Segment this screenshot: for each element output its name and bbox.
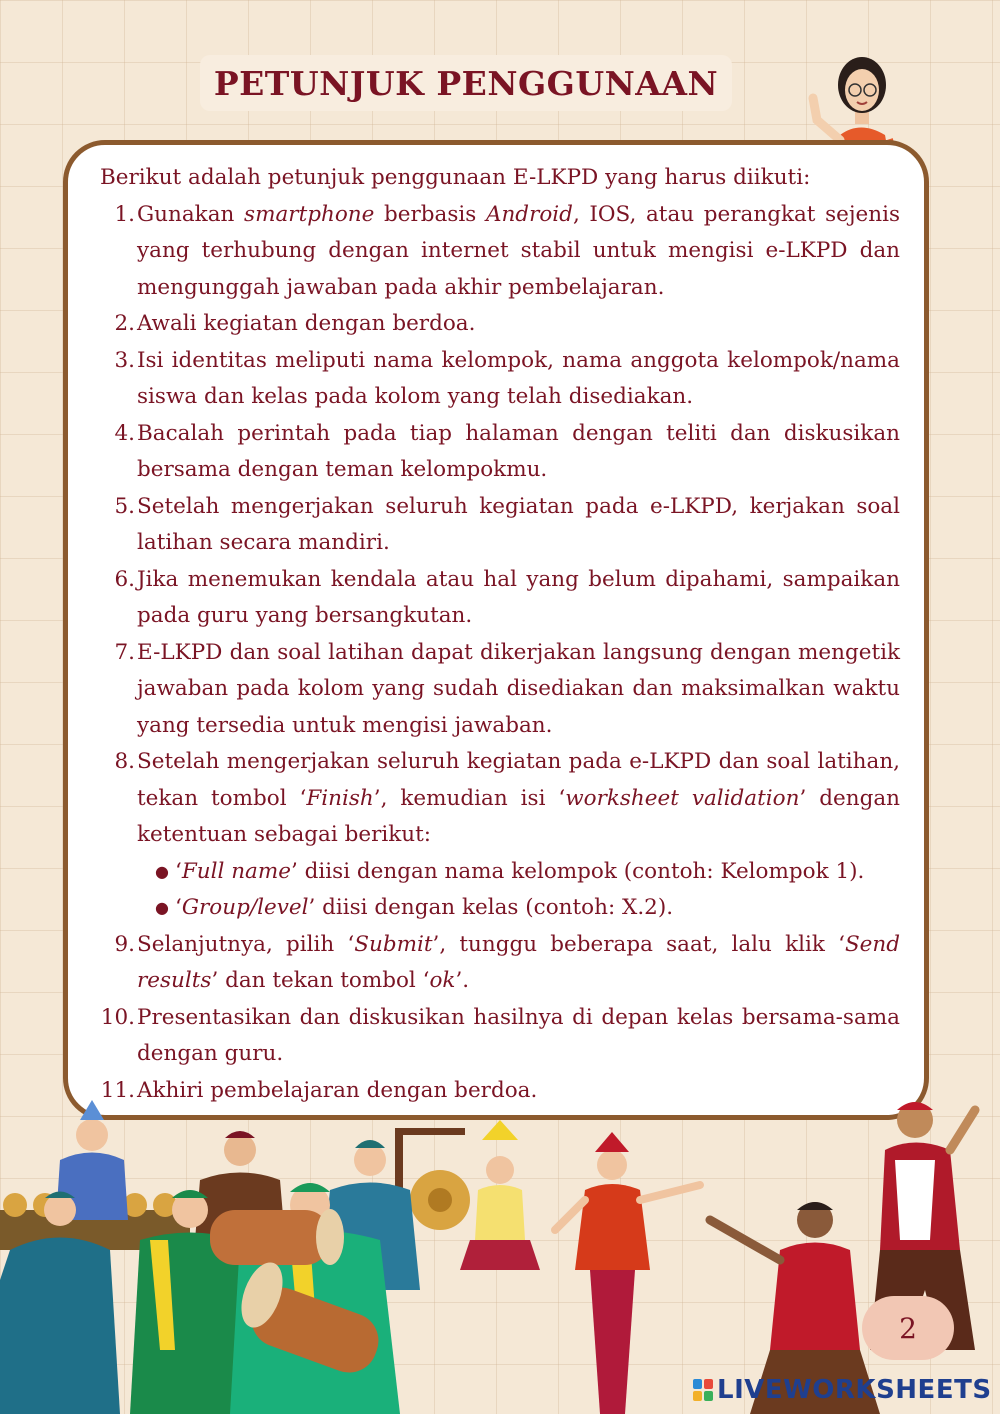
- sub-list: [137, 854, 900, 927]
- step-text: ‘: [175, 858, 182, 884]
- emphasized-text: smartphone: [244, 201, 375, 227]
- step-number: 4.: [114, 420, 135, 446]
- step-text: ’ dengan ketentuan sebagai berikut:: [137, 785, 900, 847]
- step-item: [100, 562, 900, 635]
- title-box: [200, 55, 732, 111]
- emphasized-text: Finish: [306, 785, 374, 811]
- step-text: ’ diisi dengan nama kelompok (contoh: Kelompok 1).: [290, 858, 865, 884]
- step-text: , IOS, atau perangkat sejenis yang terhubung dengan internet stabil untuk mengisi e-LKPD dan mengunggah jawaban pada akhir pembelajaran.: [137, 201, 901, 300]
- step-text: Isi identitas meliputi nama kelompok, nama anggota kelompok/nama siswa dan kelas pada kolom yang telah disediakan.: [137, 347, 900, 409]
- liveworksheets-logo-icon: [693, 1379, 713, 1401]
- page-number: 2: [899, 1311, 917, 1345]
- sub-item: [155, 890, 900, 927]
- step-item: [100, 1000, 900, 1073]
- intro-text: Berikut adalah petunjuk penggunaan E-LKPD yang harus diikuti:: [100, 165, 811, 190]
- bullet-icon: ●: [155, 898, 169, 917]
- emphasized-text: ok: [429, 968, 456, 993]
- step-item: [100, 416, 900, 489]
- step-number: 11.: [100, 1077, 135, 1103]
- emphasized-text: Full name: [181, 858, 291, 884]
- sub-item: [155, 854, 900, 891]
- step-text: Akhiri pembelajaran dengan berdoa.: [137, 1077, 538, 1103]
- step-text: Setelah mengerjakan seluruh kegiatan pada e-LKPD, kerjakan soal latihan secara mandiri.: [137, 493, 900, 555]
- step-number: 2.: [114, 311, 135, 336]
- step-number: 9.: [114, 931, 135, 957]
- step-text: ‘: [175, 895, 182, 920]
- traditional-culture-illustration: [0, 1090, 1000, 1414]
- step-text: Jika menemukan kendala atau hal yang belum dipahami, sampaikan pada guru yang bersangkutan.: [137, 566, 900, 628]
- step-text: E-LKPD dan soal latihan dapat dikerjakan langsung dengan mengetik jawaban pada kolom yang sudah disediakan dan maksimalkan waktu yang tersedia untuk mengisi jawaban.: [137, 639, 900, 738]
- page-number-badge: [862, 1296, 954, 1360]
- emphasized-text: worksheet validation: [565, 785, 800, 811]
- steps-list: [100, 197, 900, 1110]
- step-text: Gunakan: [137, 201, 245, 227]
- step-text: ’ diisi dengan kelas (contoh: X.2).: [308, 895, 674, 920]
- step-text: ’, tunggu beberapa saat, lalu klik ‘: [432, 931, 845, 957]
- step-text: ’.: [455, 968, 470, 993]
- liveworksheets-brand[interactable]: [693, 1374, 992, 1406]
- step-number: 5.: [114, 493, 135, 519]
- step-item: [100, 744, 900, 927]
- step-number: 10.: [100, 1004, 135, 1030]
- step-text: Setelah mengerjakan seluruh kegiatan pada e-LKPD dan soal latihan, tekan tombol ‘: [137, 749, 900, 811]
- emphasized-text: Submit: [354, 931, 433, 957]
- step-number: 1.: [114, 201, 135, 227]
- step-number: 8.: [114, 749, 135, 774]
- step-number: 7.: [114, 639, 135, 665]
- brand-text: LIVEWORKSHEETS: [717, 1375, 992, 1405]
- step-item: [100, 343, 900, 416]
- step-text: Bacalah perintah pada tiap halaman dengan teliti dan diskusikan bersama dengan teman kelompokmu.: [137, 420, 900, 482]
- emphasized-text: Group/level: [181, 895, 309, 920]
- step-text: Presentasikan dan diskusikan hasilnya di depan kelas bersama-sama dengan guru.: [137, 1004, 900, 1066]
- step-number: 6.: [114, 566, 135, 592]
- bullet-icon: ●: [155, 861, 169, 881]
- step-item: [100, 306, 900, 343]
- step-text: Selanjutnya, pilih ‘: [137, 931, 355, 957]
- instructions-content: [100, 160, 900, 1109]
- page-title: PETUNJUK PENGGUNAAN: [213, 63, 719, 103]
- step-number: 3.: [114, 347, 135, 373]
- step-text: ’ dan tekan tombol ‘: [211, 968, 430, 993]
- emphasized-text: Android: [485, 201, 573, 227]
- step-text: Awali kegiatan dengan berdoa.: [137, 311, 476, 336]
- step-item: [100, 635, 900, 745]
- step-text: ’, kemudian isi ‘: [373, 785, 566, 811]
- step-text: berbasis: [374, 201, 486, 227]
- step-item: [100, 927, 900, 1000]
- step-item: [100, 197, 900, 307]
- emphasized-text: Send results: [137, 931, 900, 993]
- step-item: [100, 489, 900, 562]
